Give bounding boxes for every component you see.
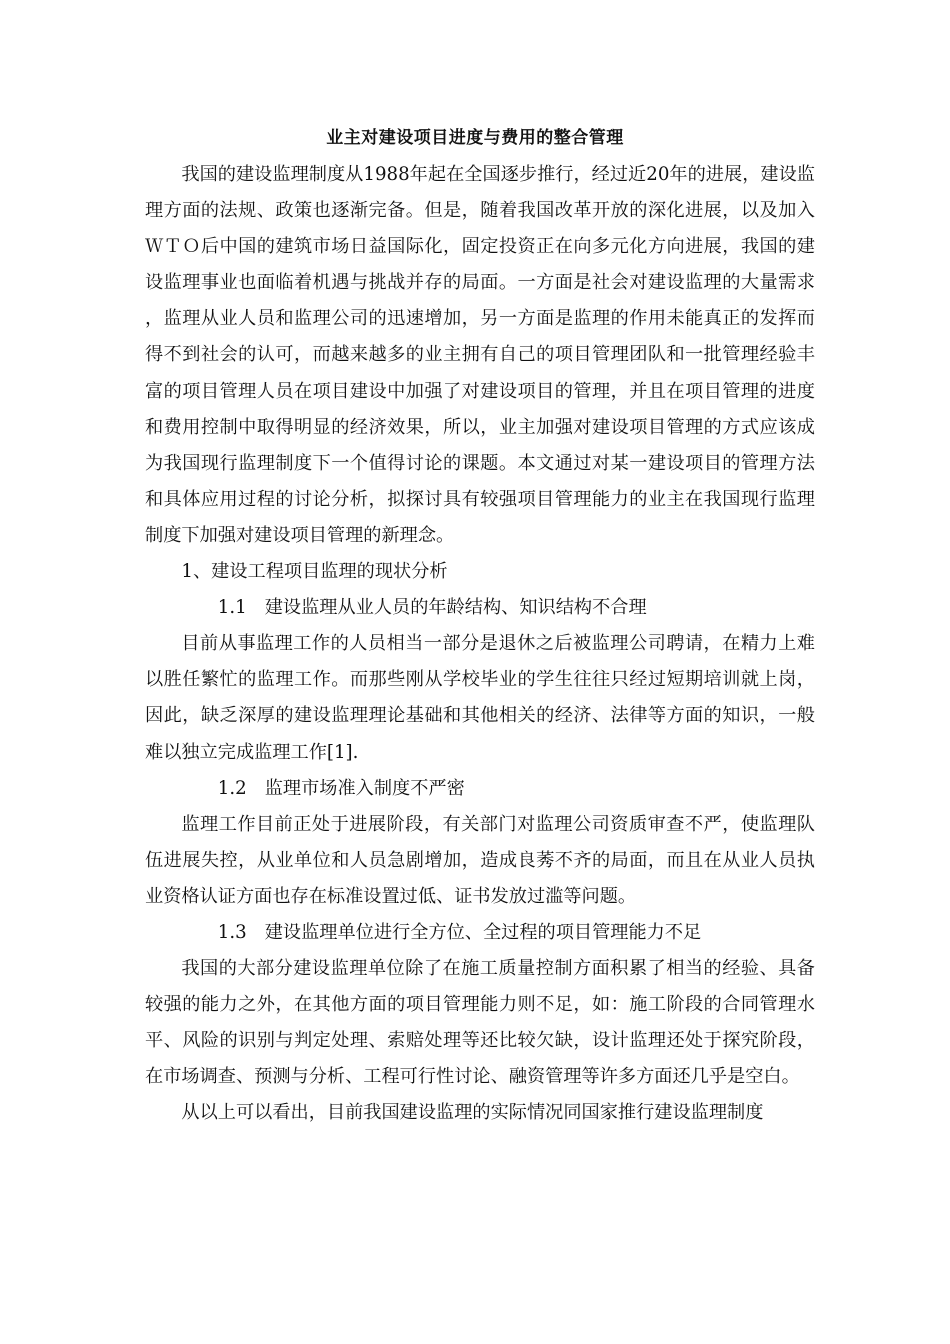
paragraph: 监理工作目前正处于进展阶段，有关部门对监理公司资质审查不严，使监理队伍进展失控，从业单位和人员急剧增加，造成良莠不齐的局面，而且在从业人员执业资格认证方面也存在标准设置过低、证书发放过滥等问题。 [145, 813, 815, 907]
subsection-heading-text: 监理市场准入制度不严密 [264, 777, 465, 799]
section-heading-text: 1、建设工程项目监理的现状分析 [181, 561, 448, 583]
subsection-number: 1.3 [217, 921, 247, 943]
subsection-heading [145, 771, 815, 807]
paragraph: 我国的建设监理制度从1988年起在全国逐步推行，经过近20年的进展，建设监理方面的法规、政策也逐渐完备。但是，随着我国改革开放的深化进展，以及加入ＷＴＯ后中国的建筑市场日益国际化，固定投资正在向多元化方向进展，我国的建设监理事业也面临着机遇与挑战并存的局面。一方面是社会对建设监理的大量需求，监理从业人员和监理公司的迅速增加，另一方面是监理的作用未能真正的发挥而得不到社会的认可，而越来越多的业主拥有自己的项目管理团队和一批管理经验丰富的项目管理人员在项目建设中加强了对建设项目的管理，并且在项目管理的进度和费用控制中取得明显的经济效果，所以，业主加强对建设项目管理的方式应该成为我国现行监理制度下一个值得讨论的课题。本文通过对某一建设项目的管理方法和具体应用过程的讨论分析，拟探讨具有较强项目管理能力的业主在我国现行监理制度下加强对建设项目管理的新理念。 [145, 164, 815, 546]
subsection-heading-text: 建设监理单位进行全方位、全过程的项目管理能力不足 [264, 921, 702, 943]
subsection-heading [145, 915, 815, 951]
document-body [145, 157, 815, 1132]
paragraph: 我国的大部分建设监理单位除了在施工质量控制方面积累了相当的经验、具备较强的能力之外，在其他方面的项目管理能力则不足，如：施工阶段的合同管理水平、风险的识别与判定处理、索赔处理等还比较欠缺，设计监理还处于探究阶段，在市场调查、预测与分析、工程可行性讨论、融资管理等许多方面还几乎是空白。 [145, 958, 815, 1088]
subsection-number: 1.2 [217, 777, 247, 799]
section-heading [145, 554, 815, 590]
document-title: 业主对建设项目进度与费用的整合管理 [326, 128, 624, 148]
paragraph: 目前从事监理工作的人员相当一部分是退休之后被监理公司聘请，在精力上难以胜任繁忙的监理工作。而那些刚从学校毕业的学生往往只经过短期培训就上岗，因此，缺乏深厚的建设监理理论基础和其他相关的经济、法律等方面的知识，一般难以独立完成监理工作[1]. [145, 633, 815, 763]
subsection-number: 1.1 [217, 597, 247, 619]
paragraph: 从以上可以看出，目前我国建设监理的实际情况同国家推行建设监理制度 [181, 1102, 764, 1124]
subsection-heading [145, 590, 815, 626]
subsection-heading-text: 建设监理从业人员的年龄结构、知识结构不合理 [264, 597, 647, 619]
